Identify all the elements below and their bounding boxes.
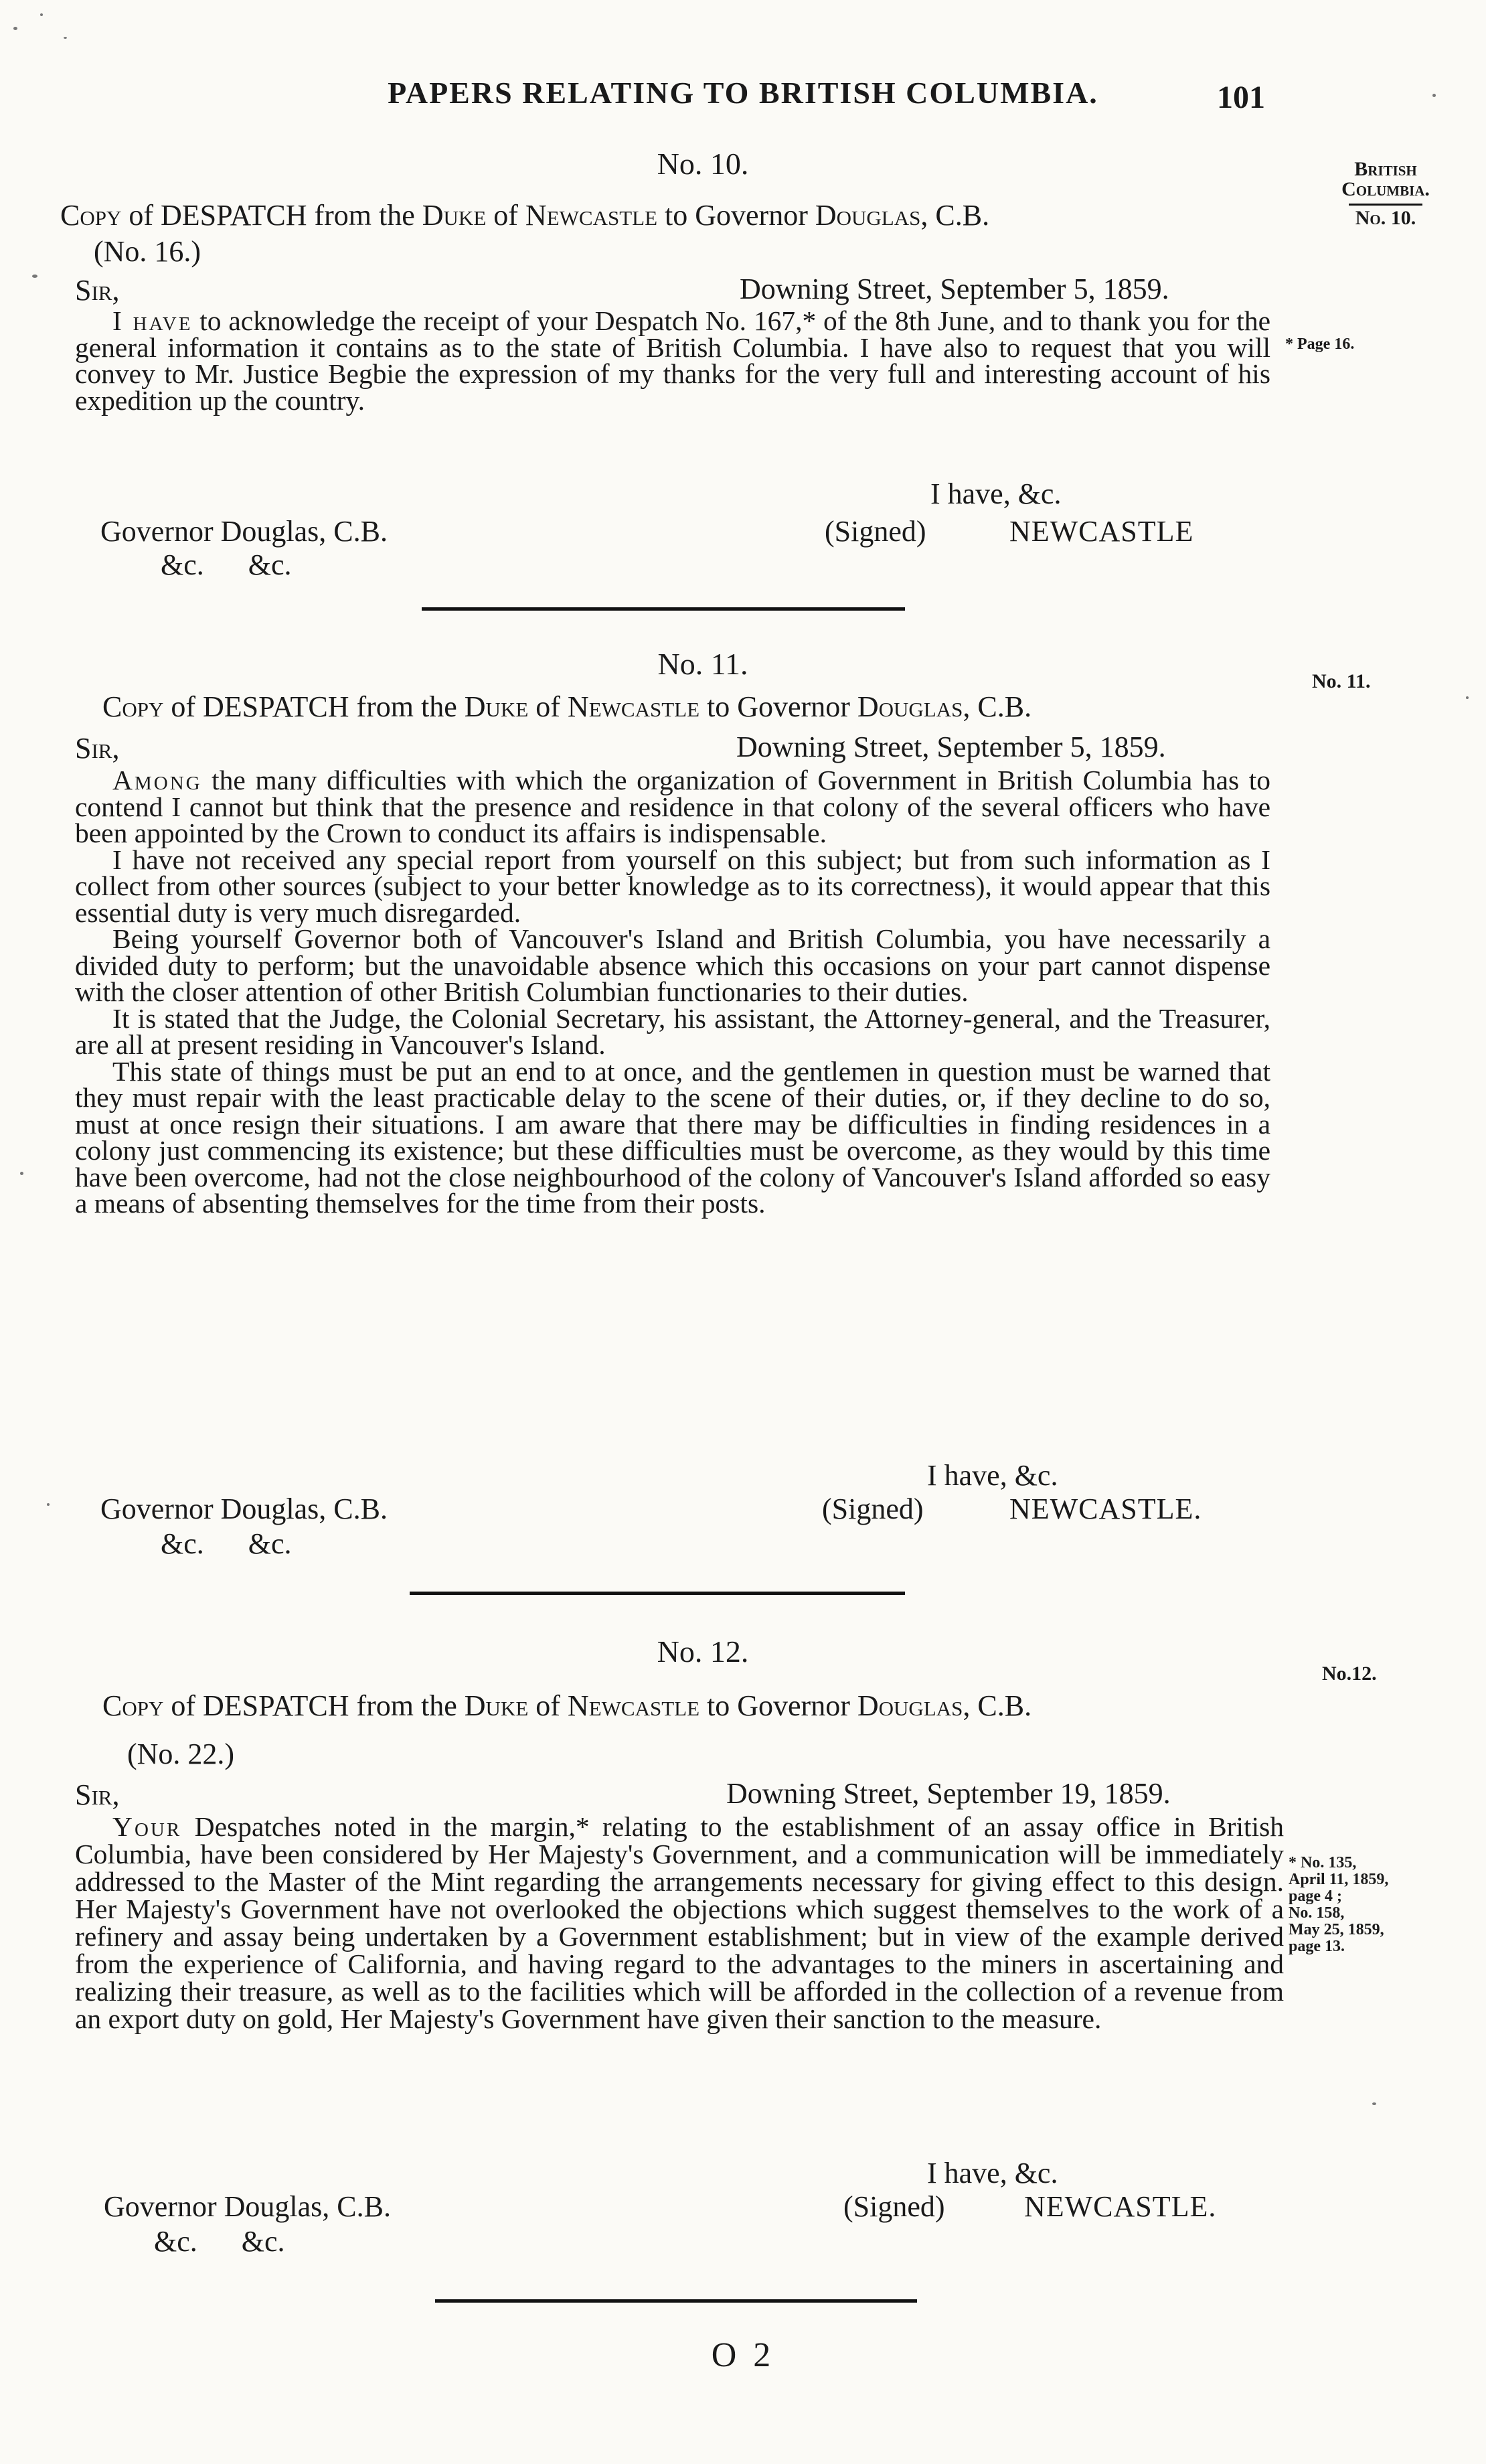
despatch-11-title: Copy of DESPATCH from the Duke of Newcastle to Governor Douglas, C.B. <box>102 690 1032 723</box>
margin-ref-line: page 13. <box>1289 1938 1345 1955</box>
despatch-11-paragraph: Being yourself Governor both of Vancouver's Island and British Columbia, you have necessarily a divided duty to perform; but the unavoidable absence which this occasions on your part cannot dispense with the closer attention of other British Columbian functionaries to their duties. <box>75 923 1270 1007</box>
despatch-11-number: No. 11. <box>657 647 748 681</box>
despatch-12-closing: I have, &c. <box>927 2157 1058 2189</box>
despatch-11-paragraph: I have not received any special report from yourself on this subject; but from such information as I collect from other sources (subject to your better knowledge as to its correctness), it would appear that this essential duty is very much disregarded. <box>75 844 1270 928</box>
despatch-10-body <box>75 305 1270 416</box>
divider-rule <box>435 2299 917 2303</box>
despatch-11-paragraph: Among the many difficulties with which the organization of Government in British Columbia has to contend I cannot but think that the presence and residence in that colony of the several officers who have been appointed by the Crown to conduct its affairs is indispensable. <box>75 765 1270 848</box>
margin-despatch-refs <box>1289 1855 1436 1955</box>
despatch-12-place-date: Downing Street, September 19, 1859. <box>726 1777 1171 1810</box>
despatch-12-number: No. 12. <box>657 1634 749 1669</box>
scan-speck <box>32 275 37 278</box>
despatch-12-addressee: Governor Douglas, C.B. <box>104 2190 391 2223</box>
despatch-10-paragraph: I have to acknowledge the receipt of your Despatch No. 167,* of the 8th June, and to thank you for the general information it contains as to the state of British Columbia. I have also to request that you will convey to Mr. Justice Begbie the expression of my thanks for the very full and interesting account of his expedition up the country. <box>75 305 1270 416</box>
despatch-10-signer: NEWCASTLE <box>1009 515 1194 548</box>
divider-rule <box>410 1592 905 1595</box>
margin-divider <box>1349 204 1422 206</box>
despatch-11-etc: &c. &c. <box>161 1527 292 1560</box>
margin-ref-line: * No. 135, <box>1289 1854 1357 1871</box>
despatch-12-body <box>75 1813 1284 2033</box>
despatch-12-paragraph: Your Despatches noted in the margin,* relating to the establishment of an assay office in British Columbia, have been considered by Her Majesty's Government, and a communication will be immediately addressed to the Master of the Mint regarding the arrangements necessary for giving effect to this design. Her Majesty's Government have not overlooked the objections which suggest themselves to the work of a refinery and assay being undertaken by a Government establishment; but in view of the example derived from the experience of California, and having regard to the advantages to the miners in ascertaining and realizing their treasure, as well as to the facilities which will be afforded in the collection of a revenue from an export duty on gold, Her Majesty's Government have given their sanction to the measure. <box>75 1811 1284 2034</box>
despatch-10-etc: &c. &c. <box>161 548 292 581</box>
despatch-10-signed: (Signed) <box>825 515 926 548</box>
despatch-10-addressee: Governor Douglas, C.B. <box>100 515 388 548</box>
divider-rule <box>422 607 905 611</box>
despatch-12-signed: (Signed) <box>843 2190 945 2223</box>
margin-no10: No. 10. <box>1355 207 1416 229</box>
despatch-11-paragraph: This state of things must be put an end to at once, and the gentlemen in question must be warned that they must repair with the least practicable delay to the scene of their duties, or, if they decline to do so, must at once resign their situations. I am aware that there may be difficulties in finding residences in a colony just commencing its existence; but these difficulties must be overcome, as they would by this time have been overcome, had not the close neighbourhood of the colony of Vancouver's Island afforded so easy a means of absenting themselves for the time from their posts. <box>75 1055 1270 1219</box>
margin-page-ref: * Page 16. <box>1285 335 1355 353</box>
scan-speck <box>1372 2102 1376 2105</box>
margin-no12: No.12. <box>1322 1663 1377 1685</box>
despatch-12-ref: (No. 22.) <box>127 1738 235 1770</box>
despatch-12-salutation: Sir, <box>75 1778 120 1811</box>
scan-speck <box>1466 696 1469 699</box>
despatch-11-signer: NEWCASTLE. <box>1009 1492 1202 1525</box>
despatch-10-number: No. 10. <box>657 147 749 181</box>
margin-ref-line: No. 158, <box>1289 1904 1345 1922</box>
despatch-10-salutation: Sir, <box>75 274 120 307</box>
despatch-11-paragraph: It is stated that the Judge, the Colonial Secretary, his assistant, the Attorney-general, and the Treasurer, are all at present residing in Vancouver's Island. <box>75 1002 1270 1060</box>
despatch-11-body <box>75 767 1270 1217</box>
scan-speck <box>1432 94 1436 97</box>
despatch-11-addressee: Governor Douglas, C.B. <box>100 1492 388 1525</box>
margin-ref-line: page 4 ; <box>1289 1888 1342 1905</box>
scan-speck <box>47 1503 50 1506</box>
scan-speck <box>13 27 17 30</box>
despatch-10-ref: (No. 16.) <box>94 235 201 268</box>
despatch-10-title: Copy of DESPATCH from the Duke of Newcastle to Governor Douglas, C.B. <box>60 199 990 232</box>
margin-colony-line1: British <box>1354 158 1417 180</box>
scan-speck <box>20 1172 23 1175</box>
margin-ref-line: April 11, 1859, <box>1289 1871 1389 1888</box>
margin-ref-line: May 25, 1859, <box>1289 1921 1384 1938</box>
margin-colony-line2: Columbia. <box>1341 178 1430 200</box>
despatch-10-place-date: Downing Street, September 5, 1859. <box>740 273 1169 305</box>
despatch-12-signer: NEWCASTLE. <box>1024 2190 1217 2223</box>
running-header-title: PAPERS RELATING TO BRITISH COLUMBIA. <box>388 76 1098 110</box>
despatch-11-closing: I have, &c. <box>927 1459 1058 1492</box>
despatch-12-title: Copy of DESPATCH from the Duke of Newcastle to Governor Douglas, C.B. <box>102 1689 1032 1722</box>
margin-no11: No. 11. <box>1312 670 1371 692</box>
scan-speck <box>64 37 67 39</box>
despatch-11-salutation: Sir, <box>75 732 120 765</box>
despatch-12-etc: &c. &c. <box>154 2225 285 2258</box>
page-number: 101 <box>1217 80 1265 115</box>
printer-signature-mark: O 2 <box>711 2336 775 2374</box>
despatch-11-signed: (Signed) <box>822 1492 924 1525</box>
despatch-10-closing: I have, &c. <box>930 477 1062 510</box>
despatch-11-place-date: Downing Street, September 5, 1859. <box>736 730 1166 763</box>
scan-speck <box>40 13 43 16</box>
